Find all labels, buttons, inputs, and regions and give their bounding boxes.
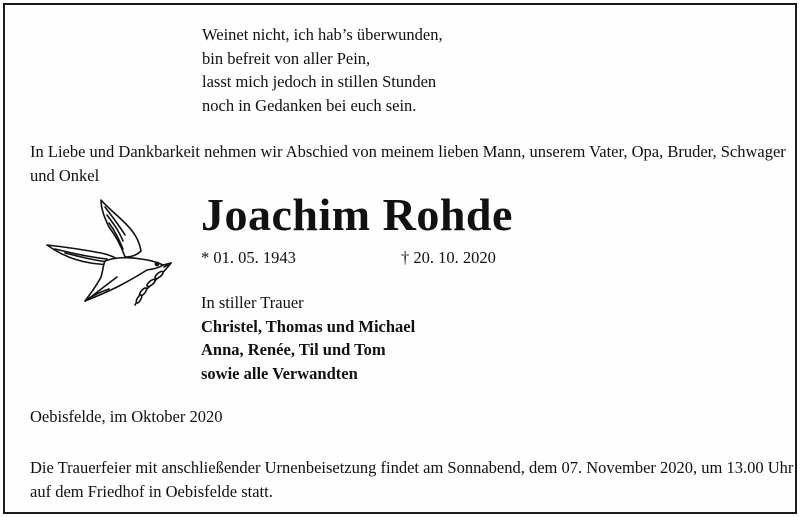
death-date: † 20. 10. 2020 (401, 248, 496, 267)
poem-line: bin befreit von aller Pein, (202, 48, 371, 68)
poem-line: Weinet nicht, ich hab’s überwunden, (202, 25, 443, 44)
mourners-line: Christel, Thomas und Michael (201, 316, 416, 336)
poem (202, 23, 443, 117)
mourners-line: Anna, Renée, Til und Tom (201, 340, 386, 359)
farewell-intro: In Liebe und Dankbarkeit nehmen wir Abschied von meinem lieben Mann, unserem Vater, Opa, Bruder, Schwager und Onkel (30, 142, 786, 185)
poem-line: lasst mich jedoch in stillen Stunden (202, 72, 437, 91)
place-and-date: Oebisfelde, im Oktober 2020 (30, 407, 223, 426)
obituary-notice (3, 3, 797, 514)
poem-line: noch in Gedanken bei euch sein. (202, 95, 417, 115)
dove-with-olive-branch-icon (45, 195, 175, 310)
funeral-notice: Die Trauerfeier mit anschließender Urnenbeisetzung findet am Sonnabend, dem 07. November 2020, um 13.00 Uhr auf dem Friedhof in Oebisfelde statt. (30, 458, 794, 501)
deceased-name: Joachim Rohde (201, 189, 513, 240)
mourners-block (201, 291, 415, 385)
life-dates (201, 247, 496, 269)
mourners-line: sowie alle Verwandten (201, 363, 358, 383)
birth-date: * 01. 05. 1943 (201, 248, 296, 267)
mourners-heading: In stiller Trauer (201, 293, 304, 312)
